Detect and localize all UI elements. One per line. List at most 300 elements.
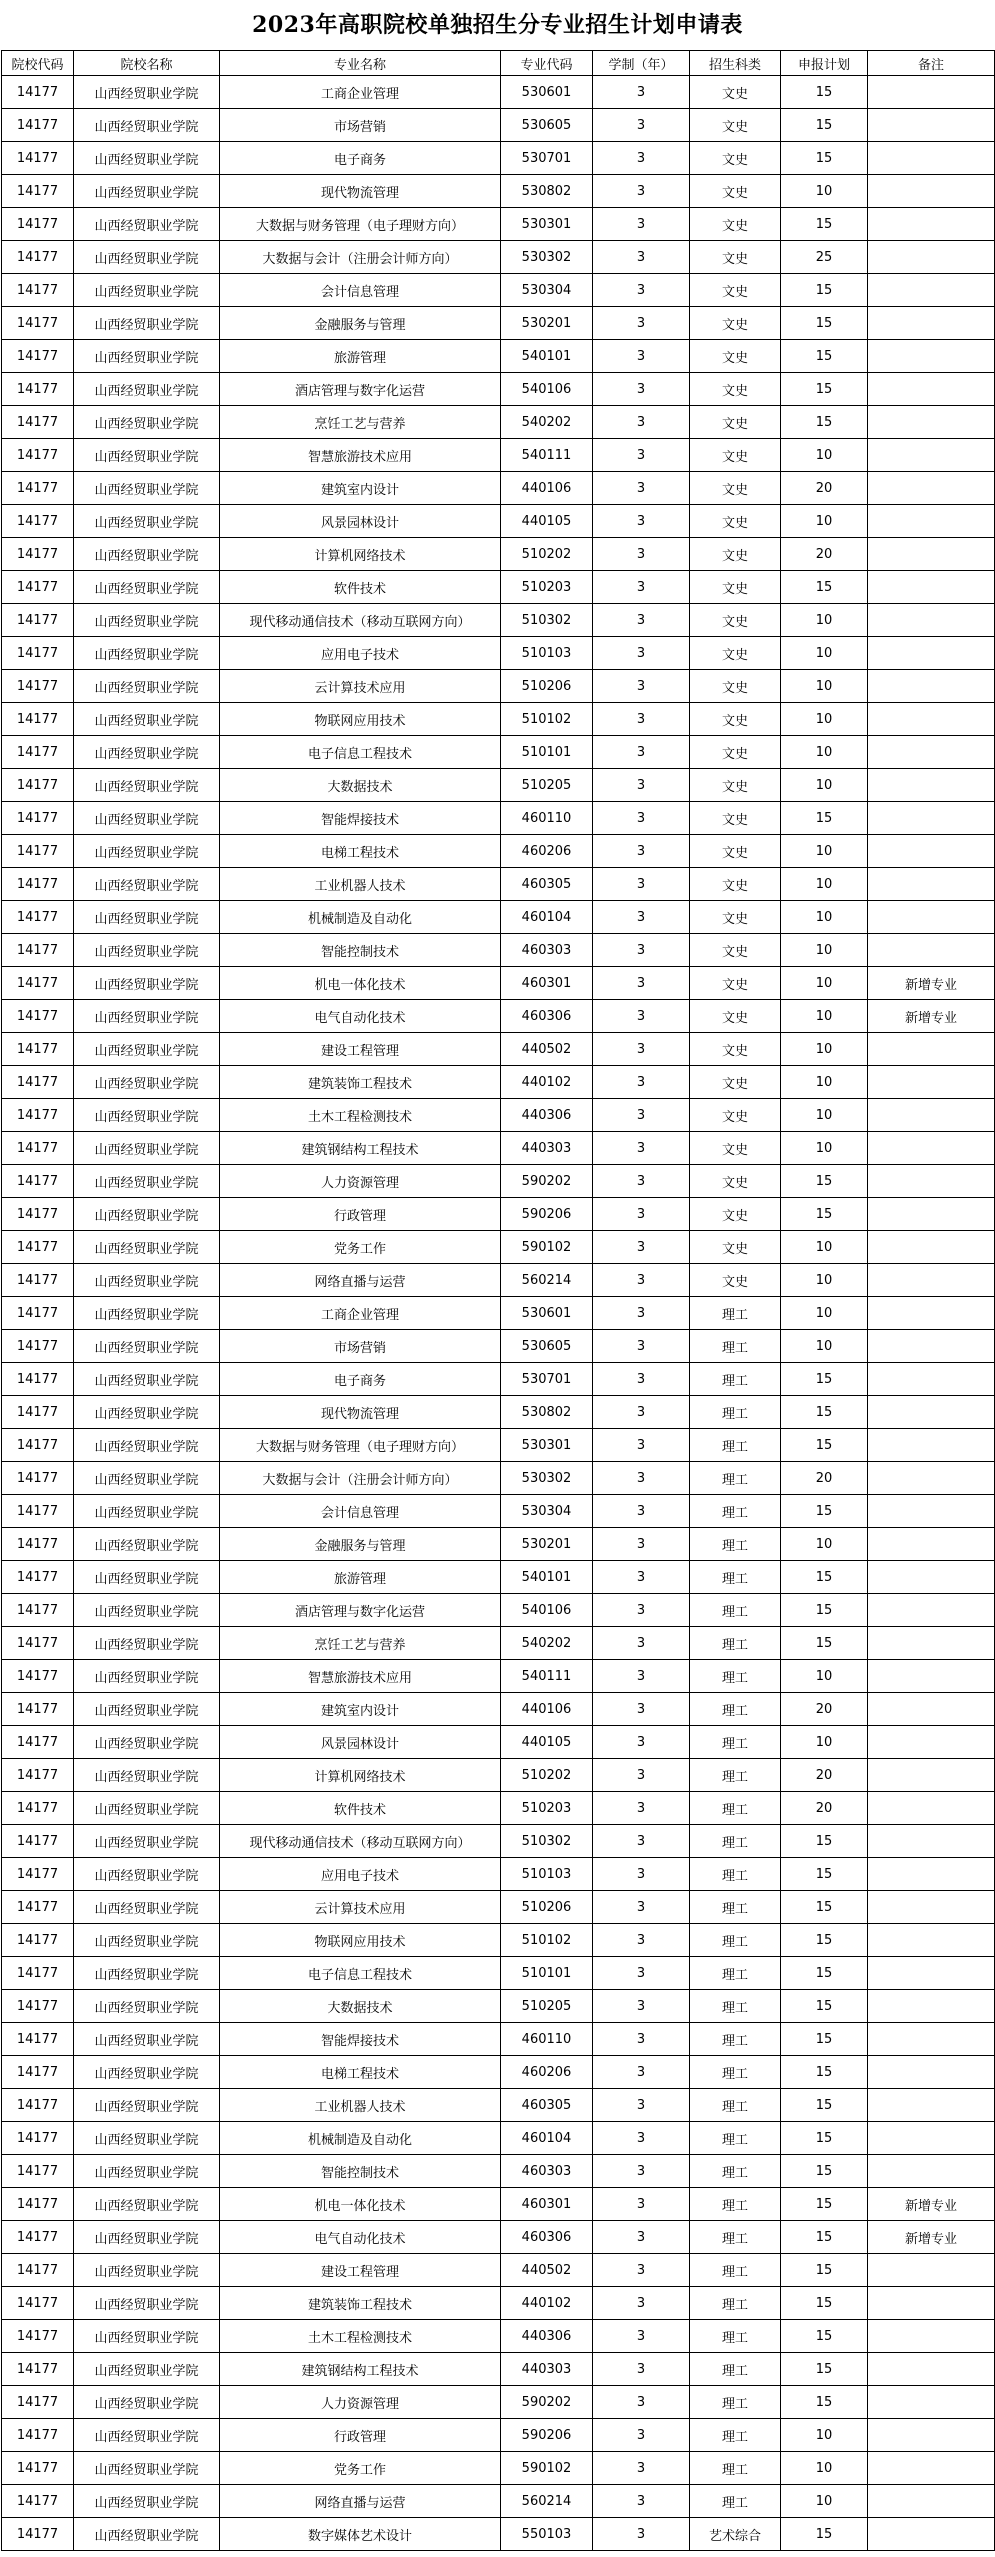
school-code-cell: 14177: [2, 307, 74, 340]
major-name-cell: 烹饪工艺与营养: [220, 406, 501, 439]
subject-category-cell: 文史: [690, 274, 781, 307]
major-name-cell: 人力资源管理: [220, 2386, 501, 2419]
school-code-cell: 14177: [2, 571, 74, 604]
duration-cell: 3: [593, 340, 690, 373]
duration-cell: 3: [593, 1066, 690, 1099]
remarks-cell: [868, 1330, 995, 1363]
planned-quota-cell: 15: [781, 2254, 868, 2287]
school-name-cell: 山西经贸职业学院: [74, 1066, 220, 1099]
school-name-cell: 山西经贸职业学院: [74, 1099, 220, 1132]
subject-category-cell: 文史: [690, 637, 781, 670]
remarks-cell: [868, 208, 995, 241]
table-row: [2, 802, 995, 835]
duration-cell: 3: [593, 1330, 690, 1363]
duration-cell: 3: [593, 2122, 690, 2155]
planned-quota-cell: 15: [781, 109, 868, 142]
planned-quota-cell: 15: [781, 2320, 868, 2353]
subject-category-cell: 理工: [690, 1792, 781, 1825]
table-row: [2, 76, 995, 109]
subject-category-cell: 理工: [690, 1297, 781, 1330]
planned-quota-cell: 15: [781, 76, 868, 109]
school-code-cell: 14177: [2, 472, 74, 505]
header-remarks: 备注: [868, 51, 995, 76]
duration-cell: 3: [593, 1099, 690, 1132]
duration-cell: 3: [593, 2155, 690, 2188]
subject-category-cell: 理工: [690, 1528, 781, 1561]
school-code-cell: 14177: [2, 2287, 74, 2320]
major-name-cell: 计算机网络技术: [220, 1759, 501, 1792]
table-row: [2, 2485, 995, 2518]
table-row: [2, 175, 995, 208]
duration-cell: 3: [593, 604, 690, 637]
school-name-cell: 山西经贸职业学院: [74, 1528, 220, 1561]
school-name-cell: 山西经贸职业学院: [74, 373, 220, 406]
subject-category-cell: 理工: [690, 2320, 781, 2353]
table-header: [2, 51, 995, 76]
school-code-cell: 14177: [2, 769, 74, 802]
table-row: [2, 736, 995, 769]
major-code-cell: 460305: [501, 868, 593, 901]
school-name-cell: 山西经贸职业学院: [74, 1627, 220, 1660]
major-name-cell: 党务工作: [220, 2452, 501, 2485]
duration-cell: 3: [593, 571, 690, 604]
school-code-cell: 14177: [2, 967, 74, 1000]
table-row: [2, 1693, 995, 1726]
planned-quota-cell: 15: [781, 340, 868, 373]
subject-category-cell: 理工: [690, 2287, 781, 2320]
school-name-cell: 山西经贸职业学院: [74, 2221, 220, 2254]
remarks-cell: [868, 1594, 995, 1627]
major-code-cell: 440106: [501, 472, 593, 505]
major-name-cell: 建设工程管理: [220, 2254, 501, 2287]
table-row: [2, 1990, 995, 2023]
school-name-cell: 山西经贸职业学院: [74, 571, 220, 604]
major-code-cell: 460306: [501, 2221, 593, 2254]
table-row: [2, 2122, 995, 2155]
major-name-cell: 电梯工程技术: [220, 2056, 501, 2089]
subject-category-cell: 文史: [690, 439, 781, 472]
major-name-cell: 电子商务: [220, 142, 501, 175]
planned-quota-cell: 15: [781, 2056, 868, 2089]
remarks-cell: [868, 1033, 995, 1066]
major-code-cell: 540106: [501, 373, 593, 406]
school-name-cell: 山西经贸职业学院: [74, 2485, 220, 2518]
school-code-cell: 14177: [2, 1264, 74, 1297]
duration-cell: 3: [593, 2452, 690, 2485]
subject-category-cell: 理工: [690, 1891, 781, 1924]
remarks-cell: [868, 571, 995, 604]
subject-category-cell: 文史: [690, 835, 781, 868]
subject-category-cell: 理工: [690, 1957, 781, 1990]
major-code-cell: 590202: [501, 2386, 593, 2419]
header-row: [2, 51, 995, 76]
school-name-cell: 山西经贸职业学院: [74, 1165, 220, 1198]
major-name-cell: 大数据与会计（注册会计师方向）: [220, 241, 501, 274]
planned-quota-cell: 15: [781, 2386, 868, 2419]
remarks-cell: [868, 241, 995, 274]
school-code-cell: 14177: [2, 1561, 74, 1594]
school-name-cell: 山西经贸职业学院: [74, 274, 220, 307]
duration-cell: 3: [593, 1957, 690, 1990]
duration-cell: 3: [593, 1990, 690, 2023]
remarks-cell: [868, 1792, 995, 1825]
planned-quota-cell: 10: [781, 835, 868, 868]
school-name-cell: 山西经贸职业学院: [74, 1957, 220, 1990]
major-code-cell: 510205: [501, 769, 593, 802]
header-subject-category: 招生科类: [690, 51, 781, 76]
subject-category-cell: 理工: [690, 1924, 781, 1957]
school-name-cell: 山西经贸职业学院: [74, 736, 220, 769]
major-code-cell: 530301: [501, 208, 593, 241]
header-major-name: 专业名称: [220, 51, 501, 76]
school-name-cell: 山西经贸职业学院: [74, 670, 220, 703]
remarks-cell: [868, 2353, 995, 2386]
major-code-cell: 530304: [501, 1495, 593, 1528]
major-name-cell: 电气自动化技术: [220, 2221, 501, 2254]
major-code-cell: 530302: [501, 1462, 593, 1495]
school-name-cell: 山西经贸职业学院: [74, 1330, 220, 1363]
remarks-cell: [868, 703, 995, 736]
duration-cell: 3: [593, 1858, 690, 1891]
table-row: [2, 1594, 995, 1627]
remarks-cell: [868, 1528, 995, 1561]
subject-category-cell: 文史: [690, 406, 781, 439]
major-name-cell: 工业机器人技术: [220, 2089, 501, 2122]
major-code-cell: 540111: [501, 1660, 593, 1693]
major-code-cell: 510203: [501, 571, 593, 604]
remarks-cell: [868, 2485, 995, 2518]
remarks-cell: [868, 1693, 995, 1726]
header-duration: 学制（年）: [593, 51, 690, 76]
duration-cell: 3: [593, 769, 690, 802]
major-name-cell: 酒店管理与数字化运营: [220, 373, 501, 406]
major-name-cell: 大数据技术: [220, 769, 501, 802]
planned-quota-cell: 15: [781, 2221, 868, 2254]
school-name-cell: 山西经贸职业学院: [74, 2056, 220, 2089]
school-code-cell: 14177: [2, 1759, 74, 1792]
major-name-cell: 机电一体化技术: [220, 967, 501, 1000]
table-row: [2, 505, 995, 538]
duration-cell: 3: [593, 175, 690, 208]
school-code-cell: 14177: [2, 1792, 74, 1825]
table-row: [2, 2419, 995, 2452]
table-row: [2, 307, 995, 340]
school-code-cell: 14177: [2, 835, 74, 868]
major-name-cell: 现代物流管理: [220, 1396, 501, 1429]
school-code-cell: 14177: [2, 1858, 74, 1891]
school-name-cell: 山西经贸职业学院: [74, 1132, 220, 1165]
remarks-cell: [868, 2056, 995, 2089]
duration-cell: 3: [593, 1693, 690, 1726]
school-code-cell: 14177: [2, 1198, 74, 1231]
school-name-cell: 山西经贸职业学院: [74, 2155, 220, 2188]
major-name-cell: 工商企业管理: [220, 1297, 501, 1330]
remarks-cell: [868, 934, 995, 967]
table-row: [2, 1396, 995, 1429]
school-code-cell: 14177: [2, 2419, 74, 2452]
remarks-cell: [868, 406, 995, 439]
duration-cell: 3: [593, 1660, 690, 1693]
school-code-cell: 14177: [2, 1825, 74, 1858]
table-row: [2, 2155, 995, 2188]
table-row: [2, 637, 995, 670]
duration-cell: 3: [593, 802, 690, 835]
table-row: [2, 1726, 995, 1759]
major-code-cell: 440105: [501, 505, 593, 538]
subject-category-cell: 理工: [690, 1561, 781, 1594]
planned-quota-cell: 15: [781, 1198, 868, 1231]
major-code-cell: 530201: [501, 1528, 593, 1561]
table-row: [2, 2188, 995, 2221]
planned-quota-cell: 10: [781, 1297, 868, 1330]
school-code-cell: 14177: [2, 1363, 74, 1396]
duration-cell: 3: [593, 1891, 690, 1924]
planned-quota-cell: 20: [781, 1792, 868, 1825]
school-code-cell: 14177: [2, 2452, 74, 2485]
remarks-cell: [868, 1363, 995, 1396]
table-row: [2, 1561, 995, 1594]
school-name-cell: 山西经贸职业学院: [74, 1924, 220, 1957]
major-code-cell: 510206: [501, 670, 593, 703]
duration-cell: 3: [593, 1627, 690, 1660]
remarks-cell: [868, 1198, 995, 1231]
table-row: [2, 538, 995, 571]
school-name-cell: 山西经贸职业学院: [74, 439, 220, 472]
duration-cell: 3: [593, 109, 690, 142]
major-name-cell: 旅游管理: [220, 1561, 501, 1594]
major-name-cell: 风景园林设计: [220, 1726, 501, 1759]
remarks-cell: [868, 1957, 995, 1990]
school-code-cell: 14177: [2, 439, 74, 472]
major-name-cell: 工业机器人技术: [220, 868, 501, 901]
header-school-code: 院校代码: [2, 51, 74, 76]
school-code-cell: 14177: [2, 1495, 74, 1528]
school-code-cell: 14177: [2, 637, 74, 670]
subject-category-cell: 文史: [690, 472, 781, 505]
school-name-cell: 山西经贸职业学院: [74, 406, 220, 439]
planned-quota-cell: 10: [781, 1099, 868, 1132]
planned-quota-cell: 10: [781, 736, 868, 769]
planned-quota-cell: 10: [781, 703, 868, 736]
duration-cell: 3: [593, 373, 690, 406]
school-name-cell: 山西经贸职业学院: [74, 307, 220, 340]
table-row: [2, 340, 995, 373]
major-code-cell: 510202: [501, 538, 593, 571]
major-code-cell: 540106: [501, 1594, 593, 1627]
duration-cell: 3: [593, 2287, 690, 2320]
remarks-cell: [868, 1297, 995, 1330]
major-name-cell: 智慧旅游技术应用: [220, 439, 501, 472]
school-code-cell: 14177: [2, 2089, 74, 2122]
major-code-cell: 560214: [501, 2485, 593, 2518]
subject-category-cell: 理工: [690, 1825, 781, 1858]
table-row: [2, 2089, 995, 2122]
major-name-cell: 金融服务与管理: [220, 1528, 501, 1561]
school-code-cell: 14177: [2, 604, 74, 637]
remarks-cell: [868, 769, 995, 802]
planned-quota-cell: 10: [781, 1066, 868, 1099]
major-code-cell: 510206: [501, 1891, 593, 1924]
duration-cell: 3: [593, 1825, 690, 1858]
remarks-cell: [868, 1891, 995, 1924]
school-code-cell: 14177: [2, 1627, 74, 1660]
subject-category-cell: 理工: [690, 2254, 781, 2287]
planned-quota-cell: 10: [781, 670, 868, 703]
subject-category-cell: 理工: [690, 1660, 781, 1693]
table-row: [2, 1660, 995, 1693]
planned-quota-cell: 10: [781, 1000, 868, 1033]
school-name-cell: 山西经贸职业学院: [74, 241, 220, 274]
school-code-cell: 14177: [2, 2254, 74, 2287]
planned-quota-cell: 10: [781, 2485, 868, 2518]
table-row: [2, 274, 995, 307]
remarks-cell: [868, 868, 995, 901]
major-code-cell: 590102: [501, 1231, 593, 1264]
planned-quota-cell: 15: [781, 1594, 868, 1627]
planned-quota-cell: 10: [781, 868, 868, 901]
duration-cell: 3: [593, 1429, 690, 1462]
school-name-cell: 山西经贸职业学院: [74, 2188, 220, 2221]
table-row: [2, 439, 995, 472]
header-planned-quota: 申报计划: [781, 51, 868, 76]
school-name-cell: 山西经贸职业学院: [74, 1693, 220, 1726]
planned-quota-cell: 15: [781, 2155, 868, 2188]
duration-cell: 3: [593, 1264, 690, 1297]
major-code-cell: 530802: [501, 175, 593, 208]
planned-quota-cell: 10: [781, 901, 868, 934]
school-name-cell: 山西经贸职业学院: [74, 1660, 220, 1693]
major-code-cell: 540202: [501, 406, 593, 439]
table-row: [2, 1924, 995, 1957]
remarks-cell: [868, 2419, 995, 2452]
subject-category-cell: 理工: [690, 1495, 781, 1528]
duration-cell: 3: [593, 868, 690, 901]
school-code-cell: 14177: [2, 1594, 74, 1627]
duration-cell: 3: [593, 637, 690, 670]
school-code-cell: 14177: [2, 1726, 74, 1759]
major-code-cell: 440102: [501, 1066, 593, 1099]
duration-cell: 3: [593, 472, 690, 505]
subject-category-cell: 理工: [690, 2023, 781, 2056]
remarks-cell: [868, 2023, 995, 2056]
table-row: [2, 406, 995, 439]
school-name-cell: 山西经贸职业学院: [74, 1231, 220, 1264]
school-name-cell: 山西经贸职业学院: [74, 2320, 220, 2353]
table-row: [2, 934, 995, 967]
major-name-cell: 会计信息管理: [220, 274, 501, 307]
remarks-cell: [868, 76, 995, 109]
planned-quota-cell: 10: [781, 1528, 868, 1561]
planned-quota-cell: 10: [781, 175, 868, 208]
remarks-cell: [868, 307, 995, 340]
major-name-cell: 软件技术: [220, 571, 501, 604]
school-code-cell: 14177: [2, 670, 74, 703]
table-row: [2, 604, 995, 637]
major-code-cell: 440303: [501, 1132, 593, 1165]
planned-quota-cell: 10: [781, 1330, 868, 1363]
remarks-cell: [868, 472, 995, 505]
table-row: [2, 1957, 995, 1990]
school-code-cell: 14177: [2, 703, 74, 736]
major-code-cell: 460301: [501, 2188, 593, 2221]
remarks-cell: [868, 274, 995, 307]
school-code-cell: 14177: [2, 934, 74, 967]
major-name-cell: 市场营销: [220, 109, 501, 142]
major-code-cell: 530302: [501, 241, 593, 274]
subject-category-cell: 理工: [690, 1363, 781, 1396]
duration-cell: 3: [593, 2023, 690, 2056]
duration-cell: 3: [593, 1396, 690, 1429]
school-code-cell: 14177: [2, 241, 74, 274]
subject-category-cell: 理工: [690, 1462, 781, 1495]
remarks-cell: [868, 604, 995, 637]
subject-category-cell: 文史: [690, 76, 781, 109]
subject-category-cell: 文史: [690, 1264, 781, 1297]
duration-cell: 3: [593, 2419, 690, 2452]
remarks-cell: [868, 1462, 995, 1495]
table-row: [2, 109, 995, 142]
major-name-cell: 网络直播与运营: [220, 1264, 501, 1297]
duration-cell: 3: [593, 241, 690, 274]
school-code-cell: 14177: [2, 1165, 74, 1198]
planned-quota-cell: 15: [781, 2287, 868, 2320]
subject-category-cell: 理工: [690, 1396, 781, 1429]
table-row: [2, 1000, 995, 1033]
major-name-cell: 风景园林设计: [220, 505, 501, 538]
major-name-cell: 工商企业管理: [220, 76, 501, 109]
remarks-cell: [868, 1990, 995, 2023]
remarks-cell: [868, 1660, 995, 1693]
subject-category-cell: 文史: [690, 208, 781, 241]
planned-quota-cell: 10: [781, 2452, 868, 2485]
subject-category-cell: 理工: [690, 2056, 781, 2089]
major-code-cell: 560214: [501, 1264, 593, 1297]
remarks-cell: [868, 2518, 995, 2551]
table-row: [2, 373, 995, 406]
major-name-cell: 软件技术: [220, 1792, 501, 1825]
school-code-cell: 14177: [2, 2518, 74, 2551]
planned-quota-cell: 20: [781, 472, 868, 505]
school-name-cell: 山西经贸职业学院: [74, 472, 220, 505]
planned-quota-cell: 15: [781, 1429, 868, 1462]
planned-quota-cell: 10: [781, 1726, 868, 1759]
planned-quota-cell: 20: [781, 538, 868, 571]
planned-quota-cell: 10: [781, 967, 868, 1000]
table-row: [2, 142, 995, 175]
duration-cell: 3: [593, 1462, 690, 1495]
subject-category-cell: 文史: [690, 901, 781, 934]
remarks-cell: [868, 2287, 995, 2320]
major-name-cell: 智能焊接技术: [220, 802, 501, 835]
school-name-cell: 山西经贸职业学院: [74, 1759, 220, 1792]
duration-cell: 3: [593, 2089, 690, 2122]
remarks-cell: [868, 1495, 995, 1528]
table-row: [2, 1627, 995, 1660]
major-code-cell: 590206: [501, 1198, 593, 1231]
duration-cell: 3: [593, 505, 690, 538]
remarks-cell: [868, 1627, 995, 1660]
remarks-cell: [868, 835, 995, 868]
major-code-cell: 440306: [501, 1099, 593, 1132]
subject-category-cell: 文史: [690, 571, 781, 604]
school-name-cell: 山西经贸职业学院: [74, 1000, 220, 1033]
subject-category-cell: 理工: [690, 1693, 781, 1726]
major-code-cell: 590102: [501, 2452, 593, 2485]
duration-cell: 3: [593, 2320, 690, 2353]
major-code-cell: 510102: [501, 1924, 593, 1957]
school-name-cell: 山西经贸职业学院: [74, 2419, 220, 2452]
table-row: [2, 1495, 995, 1528]
